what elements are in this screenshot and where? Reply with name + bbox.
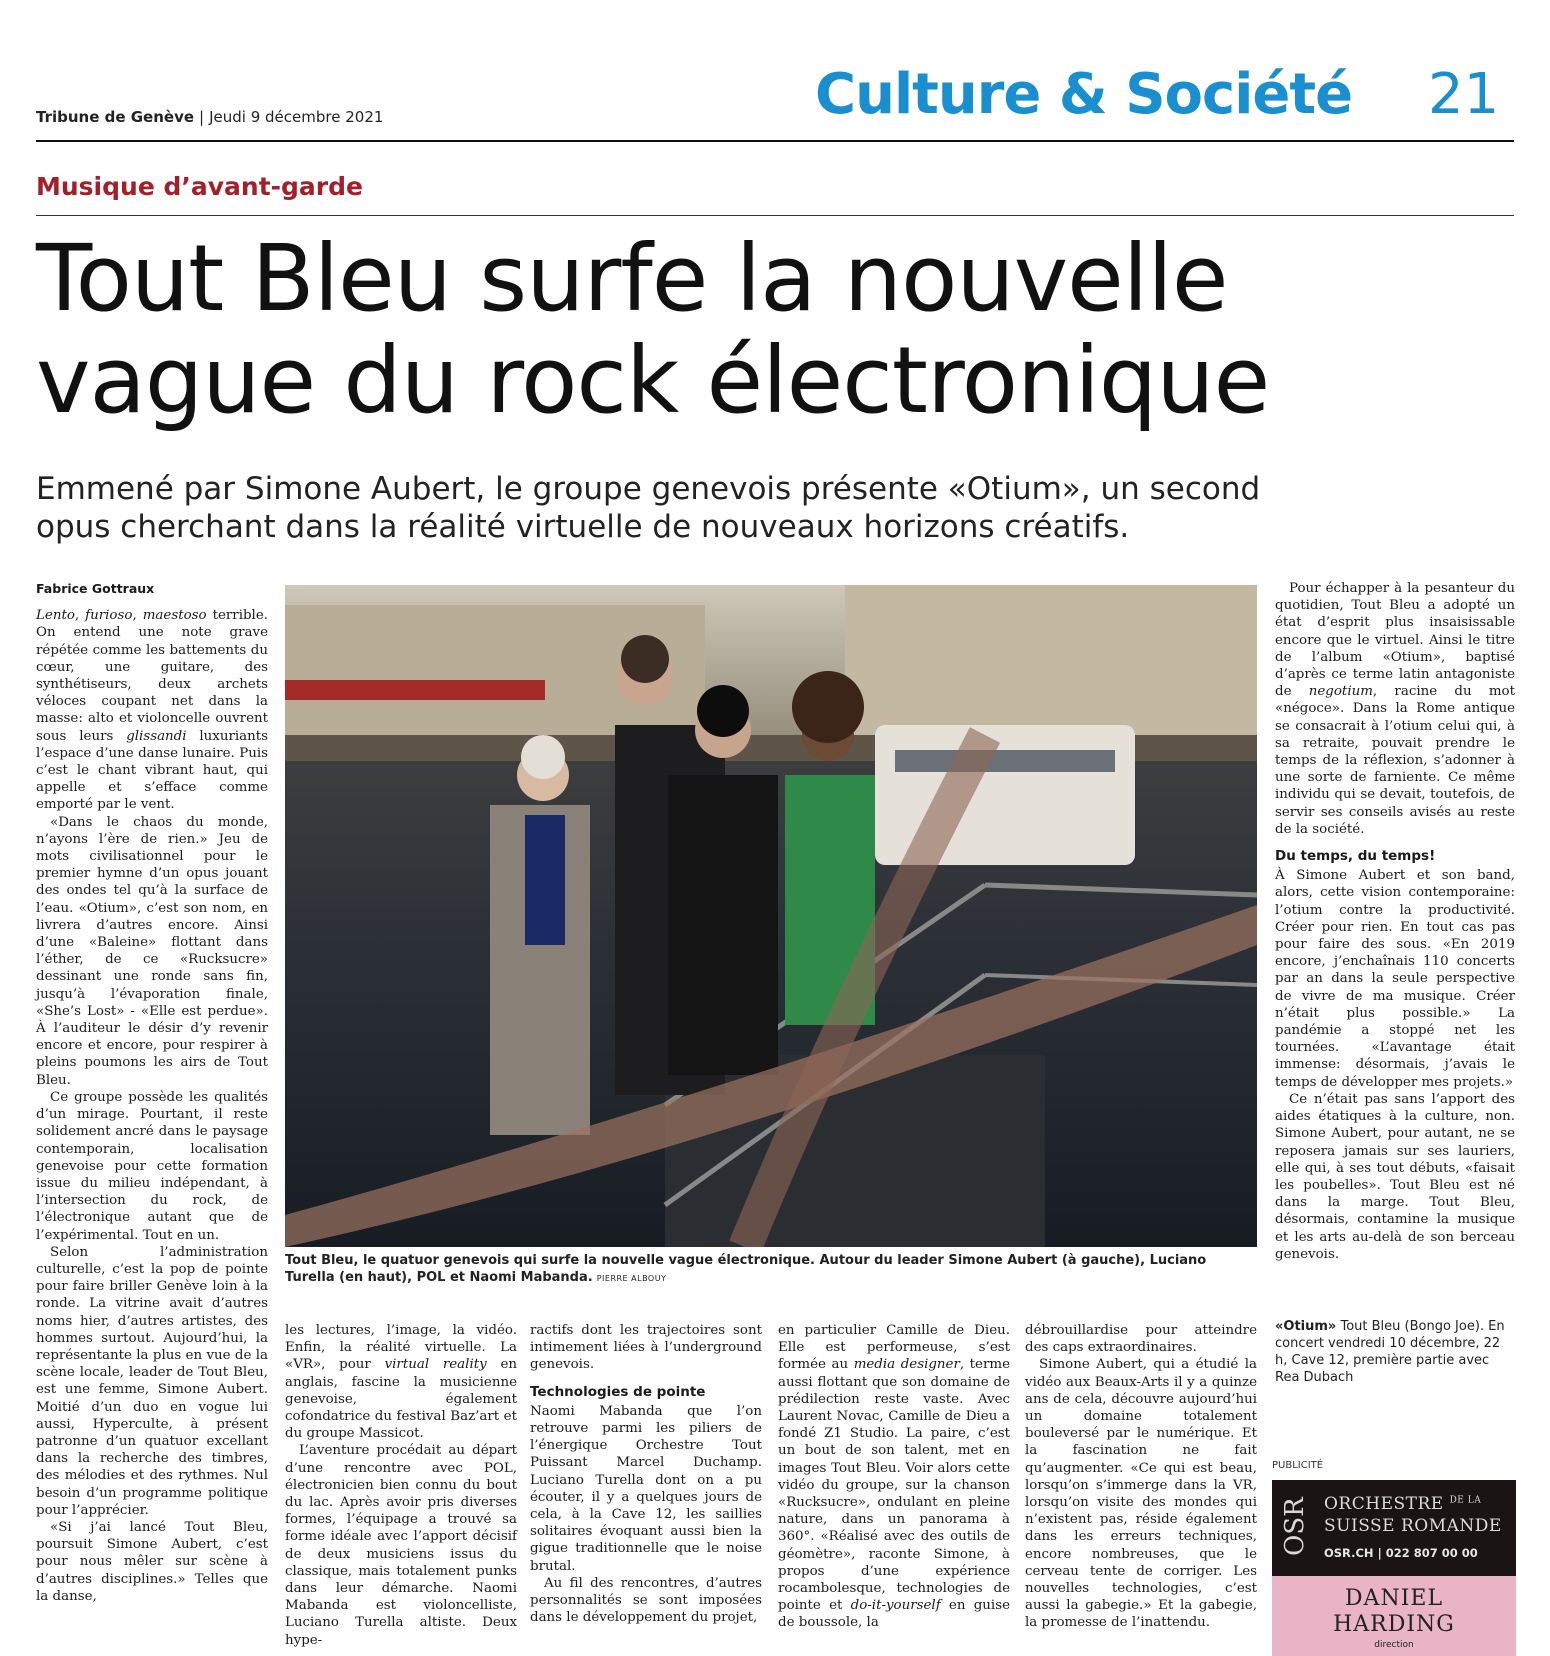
italic-term: glissandi — [126, 728, 187, 744]
byline: Fabrice Gottraux — [36, 581, 155, 596]
conductor-last-name: HARDING — [1333, 1612, 1455, 1637]
article-column-6 — [1275, 580, 1515, 1263]
paragraph: «Si j’ai lancé Tout Bleu, poursuit Simone Aubert, c’est pour nous mêler sur scène à d’autres disciplines.» Telles que la danse, — [36, 1519, 268, 1604]
masthead-separator: | — [199, 108, 205, 126]
text-run: terrible. On entend une note grave répétée comme les battements du cœur, une guitare, des synthétiseurs, deux archets véloces coupant net dans la masse: alto et violoncelle ouvrent sous leurs — [36, 608, 269, 744]
subheading: Du temps, du temps! — [1275, 848, 1436, 865]
album-title: «Otium» — [1275, 1319, 1337, 1334]
album-details: Tout Bleu (Bongo Joe). En concert vendredi 10 décembre, 22 h, Cave 12, première partie avec Rea Dubach — [1275, 1319, 1505, 1385]
subheading: Technologies de pointe — [530, 1383, 706, 1400]
standfirst-line-2: opus cherchant dans la réalité virtuelle de nouveaux horizons créatifs. — [36, 509, 1130, 545]
paragraph: Ce groupe possède les qualités d’un mirage. Pourtant, il reste solidement ancré dans le paysage contemporain, localisation genevoise pour cette formation issue du milieu indépendant, à l’intersection du rock, de l’électronique autant que de l’expérimental. Tout en un. — [36, 1089, 268, 1243]
photo-credit: PIERRE ALBOUY — [596, 1274, 667, 1283]
text-run: les lectures, l’image, la vidéo. Enfin, la réalité virtuelle. La «VR», pour — [285, 1323, 517, 1373]
italic-term: negotium — [1308, 684, 1373, 700]
text-run: luxuriants l’espace d’une danse lunaire. Puis c’est le chant vibrant haut, qui appelle et s’efface comme emporté par le vent. — [36, 728, 268, 813]
italic-term: Lento — [36, 608, 75, 624]
band-photo-illustration — [285, 585, 1257, 1247]
osr-advertisement[interactable] — [1272, 1480, 1516, 1656]
orchestra-contact: OSR.CH | 022 807 00 00 — [1324, 1546, 1478, 1560]
text-run: ORCHESTRE — [1324, 1494, 1450, 1514]
paragraph: Selon l’administration culturelle, c’est la pop de pointe pour faire briller Genève loin à la ronde. La vitrine avait d’autres noms hier, d’autres artistes, des hommes surtout. Aujourd’hui, la représentante la plus en vue de la scène locale, leader de Tout Bleu, est une femme, Simone Aubert. Moitié d’un duo en vogue lui aussi, Hyperculte, à présent patronne d’un quatuor excellant dans la recherche des timbres, des mélodies et des rythmes. Nul besoin d’un programme politique pour l’apprécier. — [36, 1244, 268, 1518]
orchestra-name-line-1 — [1324, 1494, 1481, 1514]
text-run: , terme aussi flottant que son domaine de prédilection reste vaste. Avec Laurent Novac, Camille de Dieu a fondé Z1 Studio. La paire, c’est un bout de son talent, met en images Tout Bleu. Voir alors cette vidéo du groupe, sur la chanson «Rucksucre», ondulant en pleine nature, dans un panorama à 360°. «Réalisé avec des outils de géomètre», raconte Simone, à propos d’une expérience rocambolesque, technologies de pointe et — [778, 1357, 1011, 1614]
kicker-rule — [36, 215, 1514, 216]
text-run: en particulier Camille de Dieu. Elle est performeuse, s’est formée au — [778, 1323, 1010, 1373]
paragraph — [36, 607, 268, 813]
standfirst-line-1: Emmené par Simone Aubert, le groupe genevois présente «Otium», un second — [36, 471, 1261, 507]
paragraph: Naomi Mabanda que l’on retrouve parmi les piliers de l’énergique Orchestre Tout Puissant Marcel Duchamp. Luciano Turella dont on a pu écouter, il y a quelques jours de cela, à la Cave 12, les saillies solitaires évoquant aussi bien la gigue traditionnelle que le noise brutal. — [530, 1403, 762, 1574]
page-number: 21 — [1428, 62, 1500, 127]
italic-term: virtual reality — [384, 1357, 487, 1373]
orchestra-name-line-2: SUISSE ROMANDE — [1324, 1516, 1502, 1536]
article-column-4 — [778, 1322, 1010, 1632]
paragraph: Simone Aubert, qui a étudié la vidéo aux Beaux-Arts il y a quinze ans de cela, découvre aujourd’hui un domaine totalement bouleversé par le numérique. Et la fascination ne fait qu’augmenter. «Ce qui est beau, lorsqu’on s’immerge dans la VR, lorsqu’on visite des mondes qui n’existent pas, réside également dans les erreurs techniques, encore nombreuses, que le cerveau tente de corriger. Les nouvelles technologies, c’est aussi la gabegie.» Et la gabegie, la promesse de l’inattendu. — [1025, 1357, 1257, 1631]
paragraph: Ce n’était pas sans l’apport des aides étatiques à la culture, non. Simone Aubert, pour autant, ne se reposera jamais sur ses lauriers, elle qui, à ses tout débuts, «faisait les poubelles». Tout Bleu est né dans la marge. Tout Bleu, désormais, contamine la musique et les arts au-delà de son berceau genevois. — [1275, 1091, 1515, 1262]
article-column-5 — [1025, 1322, 1257, 1632]
text-run: Pour échapper à la pesanteur du quotidien, Tout Bleu a adopté un état d’esprit plus insaisissable encore que le virtuel. Ainsi le titre de l’album «Otium», baptisé d’après ce terme latin antagoniste de — [1275, 581, 1515, 700]
kicker: Musique d’avant-garde — [36, 172, 363, 201]
paragraph: ractifs dont les trajectoires sont intimement liées à l’underground genevois. — [530, 1323, 762, 1373]
italic-term: media designer — [853, 1357, 960, 1373]
standfirst — [36, 470, 1516, 546]
headline — [36, 225, 1516, 434]
text-run: DE LA — [1449, 1495, 1482, 1506]
masthead-left — [36, 108, 383, 126]
paper-name: Tribune de Genève — [36, 108, 195, 126]
italic-term: do-it-yourself — [850, 1598, 941, 1614]
section-title: Culture & Société — [815, 62, 1353, 127]
album-info — [1275, 1318, 1515, 1386]
text-run: en guise de boussole, la — [778, 1598, 1010, 1631]
text-run: en anglais, fascine la musicienne genevoise, également cofondatrice du festival Baz’art et du groupe Massicot. — [285, 1357, 517, 1442]
italic-term: furioso — [85, 608, 133, 624]
photo-caption — [285, 1252, 1257, 1287]
paragraph: Au fil des rencontres, d’autres personnalités se sont imposées dans le développement du projet, — [530, 1575, 762, 1626]
article-column-1 — [36, 580, 268, 1605]
text-run: , racine du mot «négoce». Dans la Rome antique se consacrait à l’otium celui qui, à sa retraite, pouvait prendre le temps de la réflexion, s’adonner à une sorte de farniente. Ce même individu qui se devait, toutefois, de servir ses conseils avisés au reste de la société. — [1275, 684, 1515, 837]
paragraph: À Simone Aubert et son band, alors, cette vision contemporaine: l’otium contre la productivité. Créer pour rien. En tout cas pas pour faire des sous. «En 2019 encore, j’enchaînais 110 concerts par an dans la seule perspective de vivre de ma musique. Créer n’était plus possible.» La pandémie a stoppé net les tournées. «L’avantage était immense: désormais, j’avais le temps de développer mes projets.» — [1275, 868, 1515, 1090]
paragraph — [778, 1322, 1010, 1632]
ad-top-panel — [1272, 1480, 1516, 1576]
paragraph: L’aventure procédait au départ d’une rencontre avec POL, électronicien bien connu du bout du lac. Après avoir pris diverses formes, l’équipage a trouvé sa forme idéale avec l’apport décisif de deux musiciens issus du classique, mais totalement punks dans leur démarche. Naomi Mabanda est violoncelliste, Luciano Turella altiste. Deux hype- — [285, 1443, 517, 1648]
headline-line-1: Tout Bleu surfe la nouvelle — [36, 225, 1228, 332]
paragraph: débrouillardise pour atteindre des caps extraordinaires. — [1025, 1323, 1257, 1356]
issue-date: Jeudi 9 décembre 2021 — [209, 108, 384, 126]
headline-line-2: vague du rock électronique — [36, 327, 1270, 434]
conductor-first-name: DANIEL — [1344, 1586, 1444, 1611]
conductor-role: direction — [1374, 1640, 1414, 1650]
paragraph: «Dans le chaos du monde, n’ayons l’ère de rien.» Jeu de mots civilisationnel pour le premier hymne d’un opus jouant des ondes tel qu’à la surface de l’eau. «Otium», c’est son nom, en livrera d’autres encore. Ainsi d’une «Baleine» flottant dans l’éther, de ce «Rucksucre» dessinant une ronde sans fin, jusqu’à l’évaporation finale, «She’s Lost» - «Elle est perdue». À l’auditeur le désir d’y revenir encore et encore, pour respirer à pleins poumons les airs de Tout Bleu. — [36, 814, 268, 1088]
top-rule — [36, 140, 1514, 142]
italic-term: maestoso — [142, 608, 207, 624]
paragraph — [285, 1322, 517, 1442]
text-run: , — [74, 608, 86, 624]
advertisement-label: PUBLICITÉ — [1272, 1460, 1324, 1471]
osr-logo: OSR — [1280, 1497, 1310, 1557]
paragraph — [1275, 580, 1515, 838]
text-run: , — [132, 608, 143, 624]
article-column-3 — [530, 1322, 762, 1626]
article-column-2 — [285, 1322, 517, 1649]
caption-text: Tout Bleu, le quatuor genevois qui surfe la nouvelle vague électronique. Autour du leader Simone Aubert (à gauche), Luciano Turella (en haut), POL et Naomi Mabanda. — [285, 1253, 1207, 1285]
band-photo — [285, 585, 1257, 1247]
